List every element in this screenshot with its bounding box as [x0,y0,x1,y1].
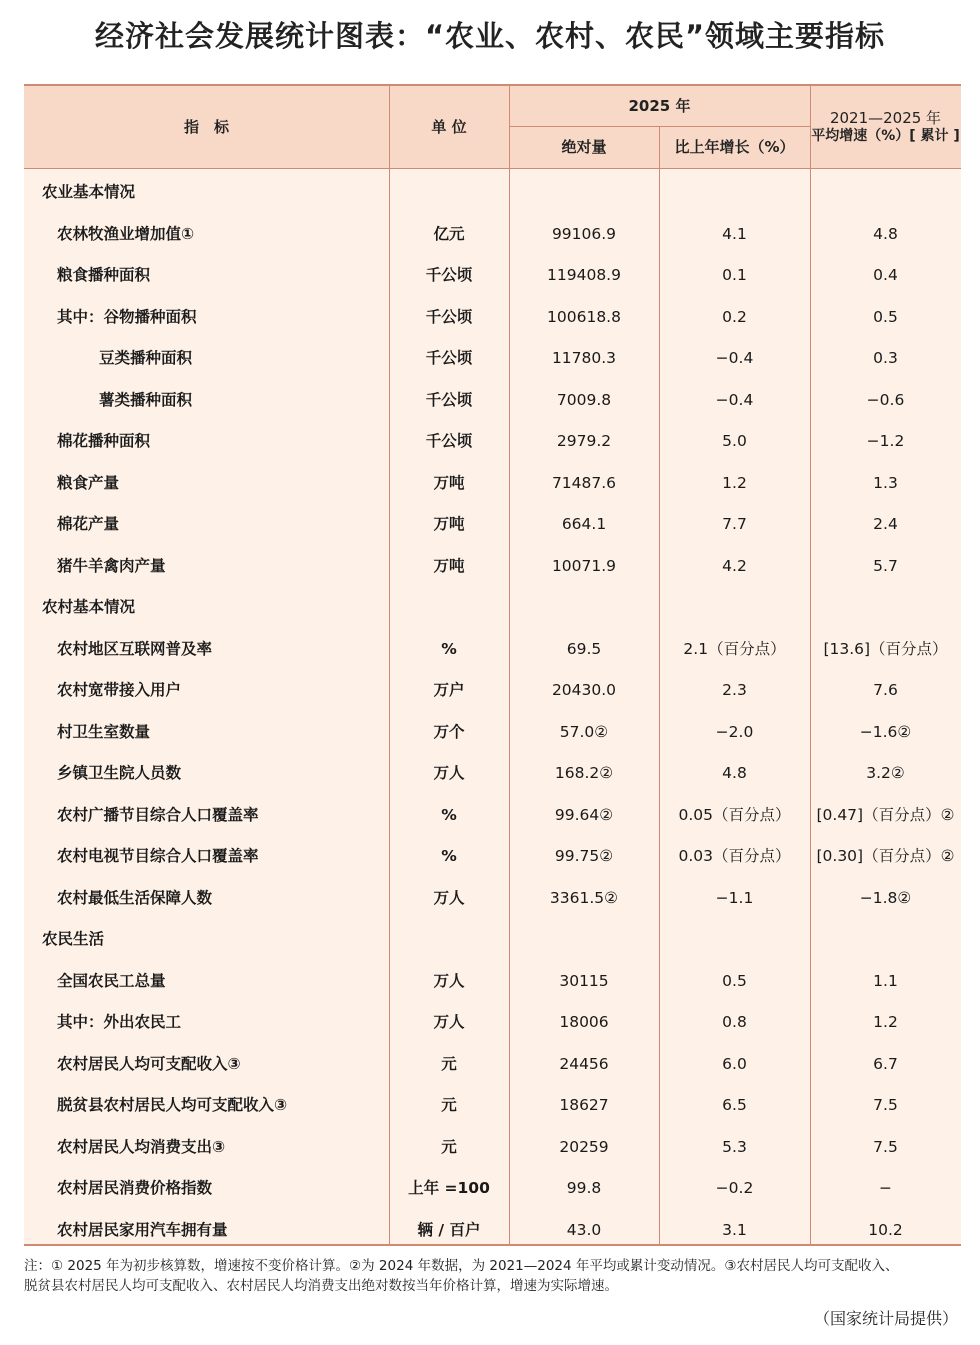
average-value: 1.1 [873,971,898,990]
average-value: 0.4 [873,266,898,284]
average-value: 1.3 [873,473,898,492]
unit-cell: 千公顷 [425,432,473,450]
unit-cell: 万个 [433,722,465,741]
table-row [24,795,961,837]
average-value: 4.8 [873,224,898,243]
footnote-line: 注：① 2025 年为初步核算数，增速按不变价格计算。②为 2024 年数据，为 2021—2024 年平均或累计变动情况。③农村居民人均可支配收入、 [24,1258,899,1274]
absolute-value: 10071.9 [551,556,617,575]
indicator-name: 薯类播种面积 [99,390,193,409]
table-row [24,1168,961,1210]
unit-cell: 元 [441,1137,457,1156]
growth-value: 0.8 [722,1013,747,1031]
indicator-name: 棉花产量 [57,515,120,533]
indicator-name: 农林牧渔业增加值① [57,224,195,243]
average-value: [0.47]（百分点）② [816,805,955,824]
unit-cell: 万人 [433,888,465,907]
average-value: −1.6② [859,722,912,741]
table-row [24,338,961,380]
header-absolute: 绝对量 [561,138,607,156]
growth-value: 4.1 [722,224,747,243]
average-value: 3.2② [866,764,905,782]
growth-value: 0.5 [722,971,747,990]
table-row [24,836,961,878]
table-row [24,504,961,546]
average-value: 7.6 [873,681,898,699]
indicator-name: 农村居民人均可支配收入③ [57,1054,241,1073]
average-value: 1.2 [873,1013,898,1031]
indicator-table [24,84,961,1246]
absolute-value: 99.64② [554,805,614,824]
indicator-name: 全国农民工总量 [57,971,166,990]
growth-value: 0.2 [722,307,747,326]
absolute-value: 18006 [559,1013,609,1031]
absolute-value: 100618.8 [547,307,621,326]
average-value: 0.3 [873,349,898,367]
table-row [24,546,961,588]
unit-cell: 辆 / 百户 [417,1220,481,1239]
unit-cell: 千公顷 [425,307,473,326]
table-row [24,1085,961,1127]
header-average [810,86,961,168]
table-row [24,878,961,920]
average-value: 10.2 [868,1220,903,1239]
average-value: −0.6 [866,390,905,409]
unit-cell: 上年 =100 [408,1179,490,1197]
absolute-value [509,172,659,214]
average-value: 7.5 [873,1137,898,1156]
unit-cell: % [441,847,457,865]
growth-value: 4.2 [722,556,747,575]
header-indicator: 指 标 [183,118,229,136]
growth-value: 5.3 [722,1137,747,1156]
table-row [24,1002,961,1044]
average-value: 0.5 [873,307,898,326]
average-value: 7.5 [873,1096,898,1114]
absolute-value [509,587,659,629]
source-credit: （国家统计局提供） [813,1309,958,1328]
absolute-value: 664.1 [561,515,607,533]
unit-cell: 万人 [433,1013,465,1031]
indicator-name: 农民生活 [42,930,105,948]
absolute-value: 3361.5② [549,888,619,907]
average-value: −1.8② [859,888,912,907]
table-row [24,753,961,795]
absolute-value: 99106.9 [551,224,617,243]
header-unit: 单 位 [431,118,467,136]
unit-cell: 万户 [433,681,465,699]
table-row [24,255,961,297]
header-average-line2: 平均增速（%）[ 累计 ] [811,128,960,144]
growth-value: −2.0 [715,722,754,741]
indicator-name: 农村电视节目综合人口覆盖率 [57,847,259,865]
average-value: [13.6]（百分点） [823,639,948,658]
growth-value [659,919,810,961]
absolute-value: 43.0 [566,1220,602,1239]
growth-value: 6.0 [722,1054,747,1073]
footnote-line: 脱贫县农村居民人均可支配收入、农村居民人均消费支出绝对数按当年价格计算，增速为实际增速。 [24,1278,618,1294]
average-value [810,172,961,214]
growth-value: 0.1 [722,266,747,284]
unit-cell: 万人 [433,971,465,990]
table-row [24,670,961,712]
average-value: 5.7 [873,556,898,575]
absolute-value: 18627 [559,1096,609,1114]
indicator-name: 农村宽带接入用户 [57,681,182,699]
absolute-value: 20259 [559,1137,609,1156]
absolute-value: 24456 [559,1054,609,1073]
average-value: 6.7 [873,1054,898,1073]
indicator-name: 粮食产量 [57,473,120,492]
growth-value: 4.8 [722,764,747,782]
absolute-value: 30115 [559,971,609,990]
growth-value [659,172,810,214]
absolute-value: 11780.3 [551,349,617,367]
indicator-name: 村卫生室数量 [57,722,151,741]
section-row [24,587,961,629]
absolute-value: 99.75② [554,847,614,865]
growth-value: 5.0 [722,432,747,450]
table-row [24,712,961,754]
indicator-name: 乡镇卫生院人员数 [57,764,182,782]
growth-value: −0.2 [715,1179,754,1197]
growth-value: −0.4 [715,349,754,367]
indicator-name: 农村居民家用汽车拥有量 [57,1220,228,1239]
indicator-name: 脱贫县农村居民人均可支配收入③ [57,1096,288,1114]
growth-value: 2.1（百分点） [683,639,786,658]
indicator-name: 豆类播种面积 [99,349,193,367]
growth-value: 7.7 [722,515,747,533]
growth-value: 3.1 [722,1220,747,1239]
table-header [24,86,961,169]
indicator-name: 农业基本情况 [42,183,136,201]
average-value: − [879,1179,892,1197]
indicator-name: 农村居民人均消费支出③ [57,1137,226,1156]
table-row [24,421,961,463]
table-row [24,961,961,1003]
unit-cell: 万人 [433,764,465,782]
absolute-value: 57.0② [559,722,609,741]
absolute-value: 99.8 [566,1179,602,1197]
table-row [24,380,961,422]
average-value: [0.30]（百分点）② [816,847,955,865]
average-value [810,919,961,961]
header-year: 2025 年 [628,97,691,115]
unit-cell: 万吨 [433,515,465,533]
unit-cell: % [441,805,457,824]
unit-cell: 亿元 [433,224,465,243]
growth-value: −0.4 [715,390,754,409]
average-value: −1.2 [866,432,905,450]
absolute-value: 2979.2 [556,432,612,450]
unit-cell [389,919,509,961]
average-value: 2.4 [873,515,898,533]
indicator-name: 农村最低生活保障人数 [57,888,213,907]
unit-cell: 元 [441,1096,457,1114]
table-row [24,297,961,339]
header-average-line1: 2021—2025 年 [829,109,942,127]
table-row [24,629,961,671]
indicator-name: 其中：外出农民工 [57,1013,182,1031]
table-row [24,214,961,256]
indicator-name: 农村地区互联网普及率 [57,639,213,658]
indicator-name: 棉花播种面积 [57,432,151,450]
header-growth: 比上年增长（%） [674,138,795,156]
section-row [24,172,961,214]
indicator-name: 猪牛羊禽肉产量 [57,556,166,575]
indicator-name: 农村广播节目综合人口覆盖率 [57,805,259,824]
absolute-value [509,919,659,961]
table-row [24,1127,961,1169]
unit-cell: 元 [441,1054,457,1073]
absolute-value: 7009.8 [556,390,612,409]
unit-cell: % [441,639,457,658]
absolute-value: 69.5 [566,639,602,658]
absolute-value: 71487.6 [551,473,617,492]
unit-cell: 千公顷 [425,349,473,367]
absolute-value: 20430.0 [551,681,617,699]
growth-value: 6.5 [722,1096,747,1114]
unit-cell: 千公顷 [425,266,473,284]
growth-value: 1.2 [722,473,747,492]
unit-cell: 万吨 [433,473,465,492]
indicator-name: 农村基本情况 [42,598,136,616]
absolute-value: 168.2② [554,764,614,782]
footnote [24,1256,964,1296]
indicator-name: 农村居民消费价格指数 [57,1179,213,1197]
growth-value: 2.3 [722,681,747,699]
section-row [24,919,961,961]
absolute-value: 119408.9 [547,266,621,284]
indicator-name: 其中：谷物播种面积 [57,307,197,326]
growth-value: −1.1 [715,888,754,907]
growth-value [659,587,810,629]
table-row [24,463,961,505]
page-title: 经济社会发展统计图表：“农业、农村、农民”领域主要指标 [94,19,886,53]
average-value [810,587,961,629]
unit-cell: 万吨 [433,556,465,575]
indicator-name: 粮食播种面积 [57,266,151,284]
unit-cell [389,172,509,214]
table-row [24,1044,961,1086]
growth-value: 0.03（百分点） [678,847,791,865]
unit-cell: 千公顷 [425,390,473,409]
table-row [24,1210,961,1252]
growth-value: 0.05（百分点） [678,805,791,824]
unit-cell [389,587,509,629]
